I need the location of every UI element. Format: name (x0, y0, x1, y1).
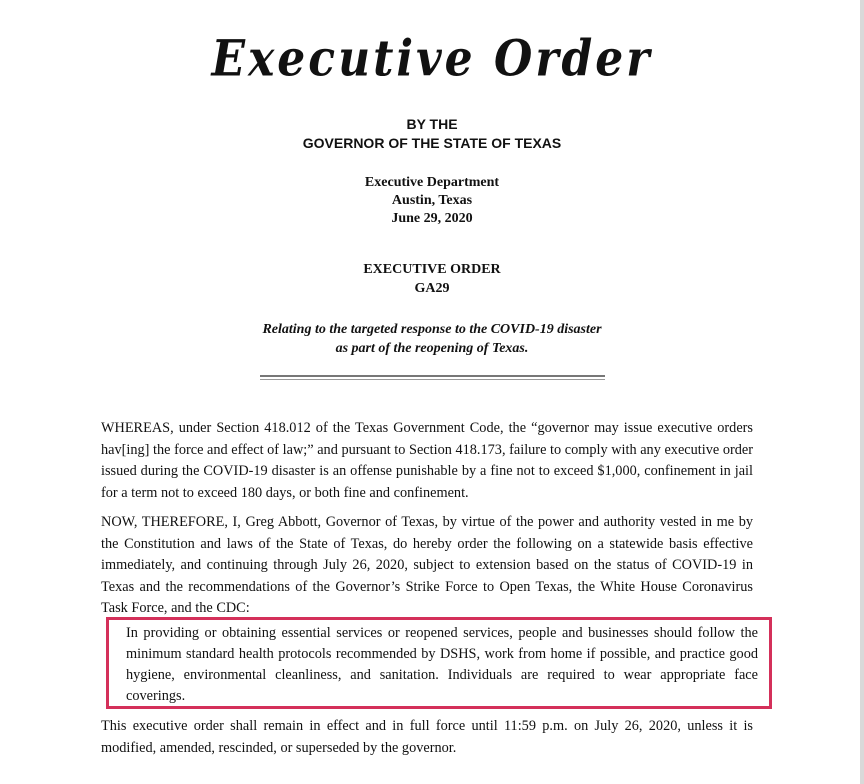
closing-paragraph: This executive order shall remain in effect and in full force until 11:59 p.m. on July 26, 2020, unless it is modified, amended, rescinded, or superseded by the governor. (101, 718, 753, 756)
divider-rule (260, 375, 605, 377)
date-line: June 29, 2020 (391, 211, 473, 226)
department-line: Executive Department (364, 175, 500, 190)
now-therefore-paragraph: NOW, THEREFORE, I, Greg Abbott, Governor of Texas, by virtue of the power and authority vested in me by the Constitution and laws of the State of Texas, do hereby order the following on a statewide basis effective immediately, and continuing through July 26, 2020, subject to extension based on the status of COVID-19 in Texas and the recommendations of the Governor’s Strike Force to Open Texas, the White House Coronavirus Task Force, and the CDC: (101, 514, 753, 616)
by-the-line: BY THE (406, 116, 458, 132)
order-number: GA29 (414, 281, 450, 296)
governor-line: GOVERNOR OF THE STATE OF TEXAS (302, 135, 562, 151)
subtitle-line-1: Relating to the targeted response to the COVID-19 disaster (262, 322, 602, 337)
order-label: EXECUTIVE ORDER (363, 262, 501, 277)
subtitle-line-2: as part of the reopening of Texas. (335, 341, 529, 356)
location-line: Austin, Texas (391, 193, 473, 208)
divider-rule-thin (260, 379, 605, 380)
executive-order-masthead: Executive Order (211, 30, 653, 89)
highlighted-order-text: In providing or obtaining essential services or reopened services, people and businesses should follow the minimum standard health protocols recommended by DSHS, work from home if possible, and practice good hygiene, environmental cleanliness, and sanitation. Individuals are required to wear appropriate face coverings. (126, 625, 758, 704)
whereas-paragraph: WHEREAS, under Section 418.012 of the Texas Government Code, the “governor may issue executive orders hav[ing] the force and effect of law;” and pursuant to Section 418.173, failure to comply with any executive order issued during the COVID-19 disaster is an offense punishable by a fine not to exceed $1,000, confinement in jail for a term not to exceed 180 days, or both fine and confinement. (101, 420, 753, 501)
